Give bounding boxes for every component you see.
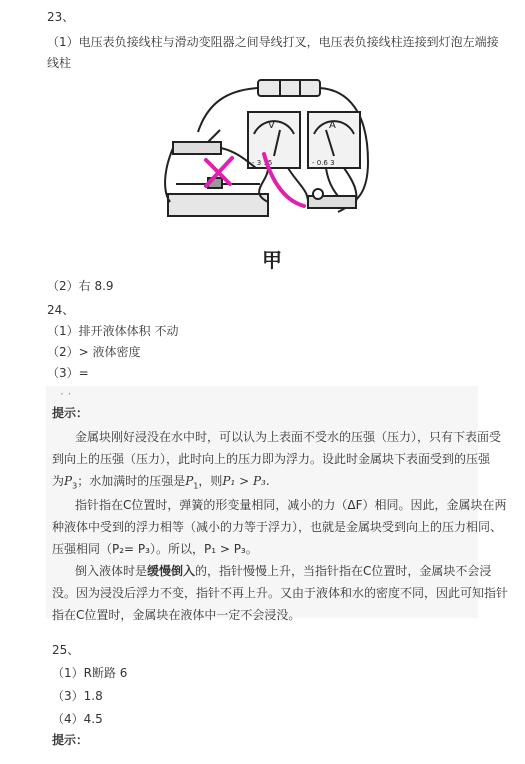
q24-para3-c: 指在C位置时，金属块在液体中一定不会浸没。	[52, 608, 301, 622]
voltmeter-label: V	[268, 120, 275, 131]
q24-para3-a	[75, 560, 491, 582]
q24-para2-a: 指针指在C位置时，弹簧的形变量相同，减小的力（ΔF）相同。因此，金属块在两	[75, 498, 507, 512]
q23-part1: （1）电压表负接线柱与滑动变阻器之间导线打叉，电压表负接线柱连接到灯泡左端接	[47, 35, 499, 49]
q25-hint-label: 提示：	[52, 733, 89, 747]
q24-para2-b: 种液体中受到的浮力相等（减小的力等于浮力），也就是金属块受到向上的压力相同、	[52, 520, 503, 534]
p-relation: P₁ > P₃.	[222, 474, 270, 488]
voltmeter-terminals: - 3 15	[252, 159, 273, 167]
p3-subscript: 3	[72, 481, 78, 491]
rheostat	[168, 194, 268, 216]
p1-symbol: P	[185, 474, 194, 488]
q25-part1: （1）R断路 6	[52, 666, 128, 680]
q23-part2: （2）右 8.9	[47, 279, 114, 293]
q24-para1-c-pre: 为	[52, 474, 65, 488]
q24-para3-a-bold: 缓慢倒入	[147, 564, 196, 578]
p1-subscript: 1	[193, 481, 199, 491]
q24-para1-a: 金属块刚好浸没在水中时，可以认为上表面不受水的压强（压力），只有下表面受	[75, 430, 502, 444]
battery-pack	[258, 80, 320, 96]
q24-number: 24、	[47, 303, 75, 317]
q24-para1-c-mid: ；水加满时的压强是	[77, 474, 186, 488]
q24-para2-c: 压强相同（P₂= P₃）。所以，P₁ > P₃。	[52, 542, 258, 556]
q24-para1-c-then: ，则	[198, 474, 223, 488]
q24-part2: （2）> 液体密度	[47, 345, 141, 359]
q24-para3-a-pre: 倒入液体时是	[75, 564, 148, 578]
ammeter-label: A	[329, 120, 336, 131]
figure-caption: 甲	[262, 248, 282, 272]
q25-part4: （4）4.5	[52, 712, 103, 726]
q24-hint-label: 提示：	[52, 406, 89, 420]
bulb	[313, 189, 323, 199]
q24-part1: （1）排开液体体积 不动	[47, 324, 179, 338]
q24-part3: （3）=	[47, 366, 89, 380]
q24-para1-b: 到向上的压强（压力），此时向上的压力即为浮力。设此时金属块下表面受到的压强	[52, 452, 491, 466]
q23-part1-cont: 线柱	[47, 56, 72, 70]
q24-dots: · ·	[60, 387, 72, 401]
q24-para3-a-post: 的，指针慢慢上升，当指针指在C位置时，金属块不会浸	[195, 564, 492, 578]
q24-para3-b: 没。因为浸没后浮力不变，指针不再上升。又由于液体和水的密度不同，因此可知指针	[52, 586, 509, 600]
p3-symbol: P	[64, 474, 73, 488]
q25-number: 25、	[52, 643, 80, 657]
switch	[173, 142, 221, 154]
ammeter-terminals: - 0.6 3	[312, 159, 335, 167]
q23-number: 23、	[47, 10, 75, 24]
q25-part3: （3）1.8	[52, 689, 103, 703]
